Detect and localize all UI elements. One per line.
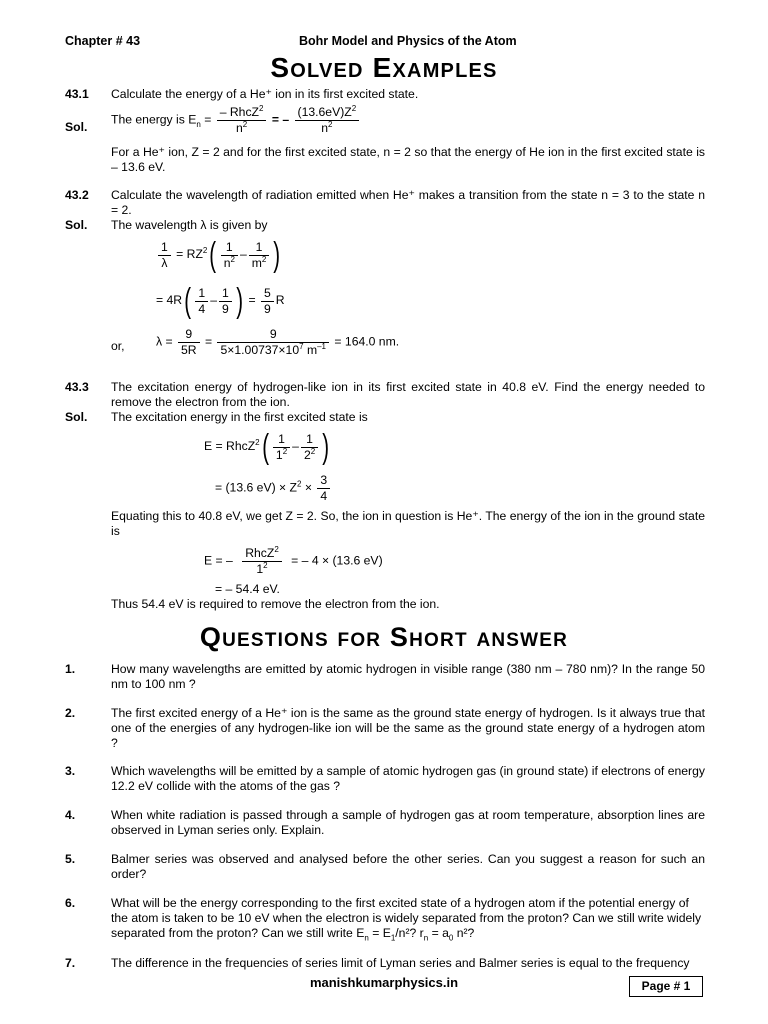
eq-text: λ = — [156, 334, 173, 349]
frac-num: RhcZ — [245, 546, 275, 560]
chapter-label: Chapter # 43 — [65, 34, 141, 48]
frac-den: 9 — [263, 301, 271, 316]
example-number: 43.1 — [65, 87, 89, 101]
frac-num: 1 — [158, 240, 171, 256]
frac-den: 4 — [198, 301, 206, 316]
solution-label: Sol. — [65, 218, 88, 232]
wavelength-equation-step: = 4R( $\frac{1}{4}$ – $\frac{1}{9}$ ) = $\frac{5}{9}$ R — [156, 282, 285, 320]
eq-text: E = RhcZ — [204, 439, 256, 454]
example-question: The excitation energy of hydrogen-like ion in its first excited state in 40.8 eV. Find the energy needed to remove the electron from the ion. — [111, 380, 705, 409]
frac-den: λ — [161, 255, 168, 270]
question-text: The first excited energy of a He⁺ ion is the same as the ground state energy of hydrogen. Is it always true that one of the energies of any hydrogen-like ion will be the same as the ground state energy of a hydrogen atom ? — [111, 706, 705, 750]
fraction — [317, 473, 330, 504]
question-text: How many wavelengths are emitted by atomic hydrogen in visible range (380 nm – 780 nm)? In the range 50 nm to 100 nm ? — [111, 662, 705, 691]
question-text: Which wavelengths will be emitted by a sample of atomic hydrogen gas (in ground state) if electrons of energy 12.2 eV collide with the atoms of the gas ? — [111, 764, 705, 793]
question-number: 6. — [65, 896, 76, 910]
frac-num: 1 — [195, 286, 208, 302]
fraction: $\frac{RhcZ^2}{1^2}$ — [242, 546, 282, 577]
ground-energy-equation — [204, 546, 383, 577]
question-text: The difference in the frequencies of series limit of Lyman series and Balmer series is equal to the frequency — [111, 956, 690, 970]
frac-den-unit: m — [306, 343, 318, 357]
question-text: When white radiation is passed through a sample of hydrogen gas at room temperature, absorption lines are observed in Lyman series only. Explain. — [111, 808, 705, 837]
footer-site: manishkumarphysics.in — [309, 975, 459, 990]
question-number: 2. — [65, 706, 76, 720]
frac-den: 4 — [320, 489, 328, 503]
eq-text: The energy is E — [111, 112, 197, 127]
solution-label: Sol. — [65, 410, 88, 424]
solution-text: Equating this to 40.8 eV, we get Z = 2. So, the ion in question is He⁺. The energy of the ion in the ground state is — [111, 509, 705, 538]
fraction: $\frac{9}{5\times 1.00737\times 10^7 m^{-1}}$ — [217, 327, 329, 358]
excitation-equation: E = RhcZ$^2$( $\frac{1}{1^2}$ – $\frac{1}{2^2}$ ) — [204, 428, 330, 466]
question-number: 1. — [65, 662, 76, 676]
fraction: $\frac{- RhcZ^2}{n^2}$ — [217, 105, 267, 136]
frac-den: 2 — [303, 447, 311, 462]
solution-text: The excitation energy in the first excited state is — [111, 410, 368, 424]
wavelength-result: λ = $\frac{9}{5R}$ = $\frac{9}{5\times 1.00737\times 10^7 m^{-1}}$ = 164.0 nm. — [156, 327, 400, 357]
fraction: $\frac{1}{m^2}$ — [249, 240, 270, 271]
fraction — [219, 286, 232, 317]
eq-text: = 164.0 nm. — [334, 334, 400, 349]
energy-equation: The energy is $E_n$ = $\frac{- RhcZ^2}{n^2}$ = – $\frac{(13.6eV)Z^2}{n^2}$ — [111, 105, 361, 136]
fraction: $\frac{1}{n^2}$ — [221, 240, 238, 271]
solution-text: The wavelength λ is given by — [111, 218, 268, 232]
question-number: 7. — [65, 956, 76, 970]
wavelength-equation: $\frac{1}{\lambda}$ = $RZ^2$( $\frac{1}{n^2}$ – $\frac{1}{m^2}$ ) — [156, 238, 283, 272]
question-number: 3. — [65, 764, 76, 778]
frac-num: 1 — [273, 432, 290, 448]
or-label: or, — [111, 339, 125, 353]
frac-num: 5 — [261, 286, 274, 302]
frac-num: 9 — [217, 327, 329, 343]
eq-text: = 4R — [156, 293, 183, 308]
question-number: 4. — [65, 808, 76, 822]
example-number: 43.3 — [65, 380, 89, 394]
frac-den: n — [321, 121, 329, 135]
fraction — [195, 286, 208, 317]
solved-examples-title: Solved Examples — [270, 52, 498, 83]
frac-den: n — [235, 121, 243, 135]
solution-text: For a He⁺ ion, Z = 2 and for the first excited state, n = 2 so that the energy of He ion in the first excited state is – 13.6 eV. — [111, 145, 705, 174]
frac-num: 1 — [221, 240, 238, 256]
eq-text: = – — [271, 112, 290, 127]
example-question: Calculate the wavelength of radiation emitted when He⁺ makes a transition from the state n = 3 to the state n = 2. — [111, 188, 705, 217]
excitation-equation-step: = (13.6 $eV) \times Z^2$ × $\frac{3}{4}$ — [215, 473, 332, 504]
page-number: Page # 1 — [629, 976, 703, 997]
fraction: $\frac{1}{1^2}$ — [273, 432, 290, 463]
question-text: Balmer series was observed and analysed before the other series. Can you suggest a reason for such an order? — [111, 852, 705, 881]
question-tail: $_n = E_1/n^2$? $r_n = a_0$ n²? — [364, 926, 475, 943]
frac-num: – RhcZ — [219, 105, 259, 119]
fraction — [178, 327, 200, 358]
frac-num: 3 — [317, 473, 330, 489]
fraction: $\frac{(13.6eV)Z^2}{n^2}$ — [295, 105, 360, 136]
eq-text: E = – — [204, 553, 233, 568]
eq-text: × — [304, 480, 312, 495]
solution-conclusion: Thus 54.4 eV is required to remove the electron from the ion. — [111, 597, 440, 611]
chapter-topic: Bohr Model and Physics of the Atom — [299, 34, 517, 48]
eq-text: = (13.6 eV) × Z — [215, 480, 297, 495]
frac-den: 9 — [221, 301, 229, 316]
ground-energy-result: = – 54.4 eV. — [215, 582, 280, 596]
fraction — [261, 286, 274, 317]
fraction — [158, 240, 171, 271]
eq-text: = RZ — [176, 247, 203, 262]
eq-sub: n — [196, 120, 201, 130]
question-body: What will be the energy corresponding to the first excited state of a hydrogen atom if the potential energy of the atom is taken to be 10 eV when the electron is widely separated from the proton? Can we still write widely separated from the proton? Can we still write E — [111, 896, 702, 940]
short-answer-title: Questions for Short answer — [199, 622, 569, 652]
frac-den: m — [251, 255, 262, 270]
frac-num: 1 — [249, 240, 270, 256]
solution-label: Sol. — [65, 120, 88, 134]
fraction: $\frac{1}{2^2}$ — [301, 432, 318, 463]
question-number: 5. — [65, 852, 76, 866]
frac-den: 5×1.00737×10 — [220, 343, 300, 357]
frac-num: 9 — [178, 327, 200, 343]
frac-num: 1 — [219, 286, 232, 302]
frac-den: 5R — [181, 343, 197, 357]
frac-num: 1 — [301, 432, 318, 448]
eq-text: = – 4 × (13.6 eV) — [291, 553, 383, 568]
frac-den: 1 — [275, 447, 283, 462]
question-text — [111, 896, 705, 941]
example-question: Calculate the energy of a He⁺ ion in its first excited state. — [111, 87, 419, 101]
eq-text: R — [275, 293, 285, 308]
frac-num: (13.6eV)Z — [297, 105, 352, 119]
frac-den: n — [223, 255, 231, 270]
example-number: 43.2 — [65, 188, 89, 202]
frac-den: 1 — [256, 562, 264, 576]
